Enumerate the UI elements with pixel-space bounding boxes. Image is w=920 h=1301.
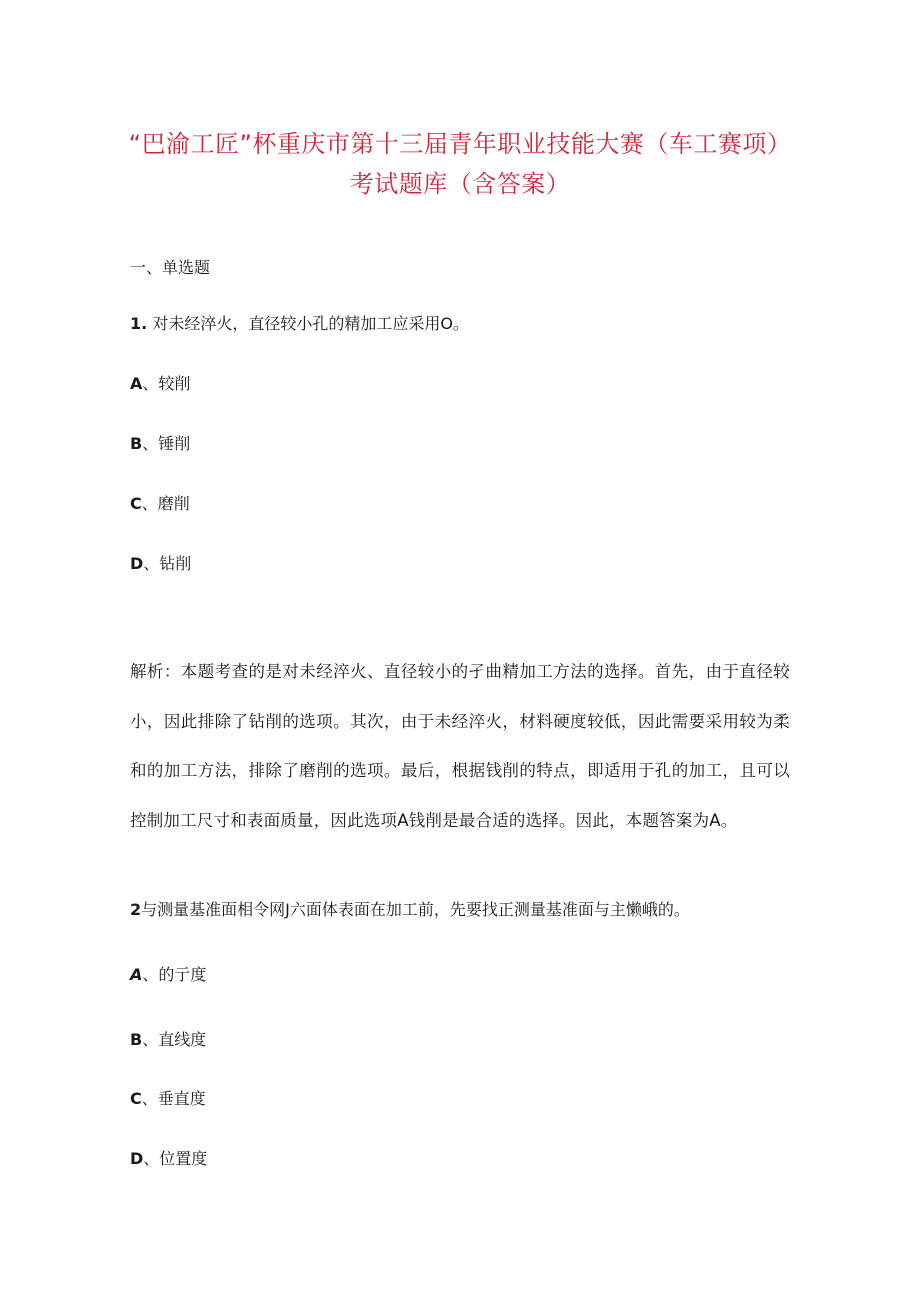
option-letter: A bbox=[130, 965, 143, 984]
question-1-option-d bbox=[130, 552, 191, 576]
option-text: 磨削 bbox=[157, 494, 190, 513]
option-text: 垂直度 bbox=[157, 1089, 206, 1108]
option-separator: 、 bbox=[143, 554, 160, 573]
option-separator: 、 bbox=[142, 374, 159, 393]
option-letter: B bbox=[130, 434, 143, 453]
option-separator: 、 bbox=[141, 494, 158, 513]
question-1-option-c bbox=[130, 492, 190, 516]
option-text: 较削 bbox=[158, 374, 191, 393]
option-text: 钻削 bbox=[159, 554, 192, 573]
option-letter: C bbox=[130, 1089, 142, 1108]
option-separator: 、 bbox=[142, 434, 159, 453]
question-1-analysis: 解析：本题考查的是对未经淬火、直径较小的孑曲精加工方法的选择。首先，由于直径较小，因此排除了钻削的选项。其次，由于未经淬火，材料硬度较低，因此需要采用较为柔和的加工方法，排除了磨削的选项。最后，根据钱削的特点，即适用于孔的加工，且可以控制加工尺寸和表面质量，因此选项A钱削是最合适的选择。因此，本题答案为A。 bbox=[130, 662, 790, 830]
option-text: 位置度 bbox=[159, 1149, 208, 1168]
question-1-text: 对未经淬火，直径较小孔的精加工应采用O。 bbox=[152, 314, 469, 333]
question-2-number: 2 bbox=[130, 900, 142, 919]
question-2-option-a bbox=[130, 963, 206, 987]
option-separator: 、 bbox=[142, 965, 159, 984]
option-letter: C bbox=[130, 494, 142, 513]
section-heading: 一、单选题 bbox=[130, 258, 211, 277]
option-letter: D bbox=[130, 554, 144, 573]
option-text: 直线度 bbox=[158, 1030, 207, 1049]
option-letter: B bbox=[130, 1030, 143, 1049]
question-2-option-b bbox=[130, 1028, 206, 1052]
option-letter: D bbox=[130, 1149, 144, 1168]
option-separator: 、 bbox=[141, 1089, 158, 1108]
question-2-text: 与测量基准面相令网J六面体表面在加工前，先要找正测量基准面与主懒峨的。 bbox=[141, 900, 690, 919]
question-2-stem bbox=[130, 898, 690, 922]
option-separator: 、 bbox=[143, 1149, 160, 1168]
option-text: 锤削 bbox=[158, 434, 191, 453]
question-2-option-d bbox=[130, 1147, 207, 1171]
question-1-number: 1. bbox=[130, 314, 148, 333]
option-separator: 、 bbox=[142, 1030, 159, 1049]
option-text: 的亍度 bbox=[158, 965, 207, 984]
question-1-stem bbox=[130, 312, 469, 336]
question-1-option-b bbox=[130, 432, 190, 456]
question-1-option-a bbox=[130, 372, 190, 396]
question-2-option-c bbox=[130, 1087, 206, 1111]
option-letter: A bbox=[130, 374, 143, 393]
document-title: “巴渝工匠”杯重庆市第十三届青年职业技能大赛（车工赛项）考试题库（含答案） bbox=[128, 130, 792, 198]
